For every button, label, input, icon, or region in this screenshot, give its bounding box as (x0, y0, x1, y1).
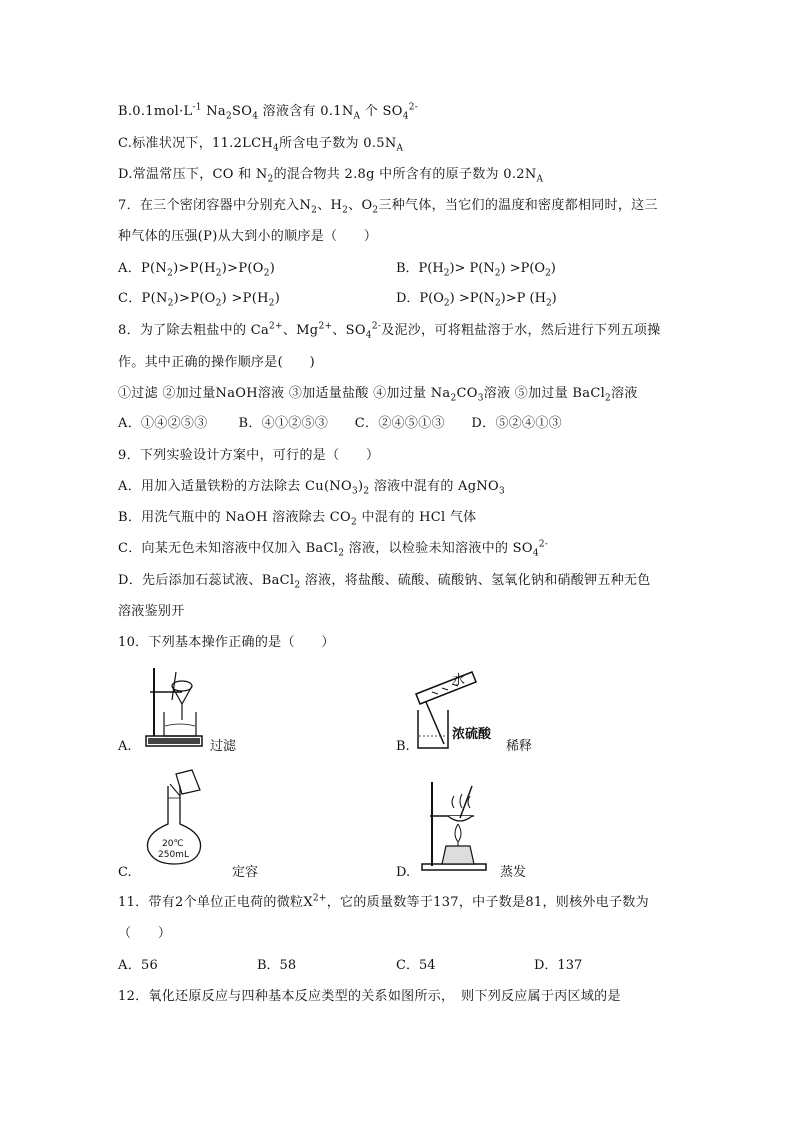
q9-stem: 9．下列实验设计方案中，可行的是（ ） (118, 448, 380, 463)
q8-steps: ①过滤 ②加过量NaOH溶液 ③加适量盐酸 ④加过量 $Na_2CO_3$溶液 ⑤加过量 BaCl$_2$溶液 (118, 386, 638, 404)
q11-option-b: B．58 (257, 958, 297, 973)
evaporation-figure (412, 776, 492, 876)
q9-option-d-line1: D．先后添加石蕊试液、BaCl$_2$ 溶液，将盐酸、硫酸、硫酸钠、氢氧化钠和硝酸钾五种无色 (118, 573, 651, 591)
q8-options: A．①④②⑤③ B．④①②⑤③ C．②④⑤①③ D．⑤②④①③ (118, 416, 562, 431)
q11-stem-line2: （ ） (118, 926, 172, 941)
q10-option-c-label: 定容 (232, 865, 259, 880)
q9-option-a: A．用加入适量铁粉的方法除去 $Cu(NO_3)_2$ 溶液中混有的 AgNO$_3$ (118, 479, 506, 497)
q9-option-b: B．用洗气瓶中的 NaOH 溶液除去 $CO_2$ 中混有的 HCl 气体 (118, 510, 477, 528)
q7-option-b: B．$P(H_2)> P(N_2) >P(O_2)$ (396, 261, 556, 279)
q9-option-c: C．向某无色未知溶液中仅加入 BaCl$_2$ 溶液，以检验未知溶液中的 $SO_4^{2-}$ (118, 539, 549, 559)
filtration-apparatus-figure (138, 664, 210, 752)
q10-option-a-label: 过滤 (210, 739, 237, 754)
flask-volume-label: 250mL (158, 850, 189, 860)
q7-stem-line1: 7．在三个密闭容器中分别充入$N_2$、$H_2$、$O_2$三种气体，当它们的温度和密度都相同时，这三 (118, 198, 658, 216)
q6-option-b: $B.0.1mol\cdot L^{-1}$ $Na_2SO_4$ 溶液含有 $0.1N_A$ 个 $SO_4^{2-}$ (118, 102, 419, 122)
q11-stem: 11．带有2个单位正电荷的微粒$X^{2+}$，它的质量数等于137，中子数是81，则核外电子数为 (118, 893, 649, 910)
q10-option-a-letter: A. (118, 739, 132, 754)
q10-option-b-label: 稀释 (506, 739, 533, 754)
q8-stem-line1: 8．为了除去粗盐中的 $Ca^{2+}$、$Mg^{2+}$、$SO_4^{2-}$及泥沙，可将粗盐溶于水，然后进行下列五项操 (118, 321, 661, 341)
q9-option-d-line2: 溶液鉴别开 (118, 604, 185, 619)
q11-option-d: D．137 (534, 958, 583, 973)
q10-option-b-letter: B. (396, 739, 410, 754)
q6-option-c: C.标准状况下，$11.2LCH_4$所含电子数为 $0.5N_A$ (118, 136, 404, 154)
q10-stem: 10．下列基本操作正确的是（ ） (118, 635, 335, 650)
q10-option-d-label: 蒸发 (500, 865, 527, 880)
q10-option-c-letter: C. (118, 865, 132, 880)
q10-option-d-letter: D. (396, 865, 411, 880)
volumetric-flask-figure (140, 768, 220, 868)
q7-stem-line2: 种气体的压强(P)从大到小的顺序是（ ） (118, 229, 378, 244)
q7-option-d: D．$P(O_2) >P(N_2)>P$ $(H_2)$ (396, 291, 557, 309)
q6-option-d: D.常温常压下，CO 和 $N_2$的混合物共 2.8g 中所含有的原子数为 $0.2N_A$ (118, 167, 544, 185)
water-label: 水 (452, 673, 466, 688)
dilution-figure (412, 664, 508, 752)
conc-sulfuric-acid-label: 浓硫酸 (452, 727, 492, 742)
q8-stem-line2: 作。其中正确的操作顺序是( ) (118, 355, 315, 370)
q12-stem: 12．氧化还原反应与四种基本反应类型的关系如图所示， 则下列反应属于丙区域的是 (118, 989, 621, 1004)
q7-option-a: A．$P(N_2)>P(H_2)>P(O_2)$ (118, 261, 276, 279)
q11-option-a: A．56 (118, 958, 159, 973)
flask-temp-label: 20℃ (162, 839, 184, 849)
q11-option-c: C．54 (396, 958, 436, 973)
q7-option-c: C．$P(N_2)>P(O_2) >P(H_2)$ (118, 291, 281, 309)
